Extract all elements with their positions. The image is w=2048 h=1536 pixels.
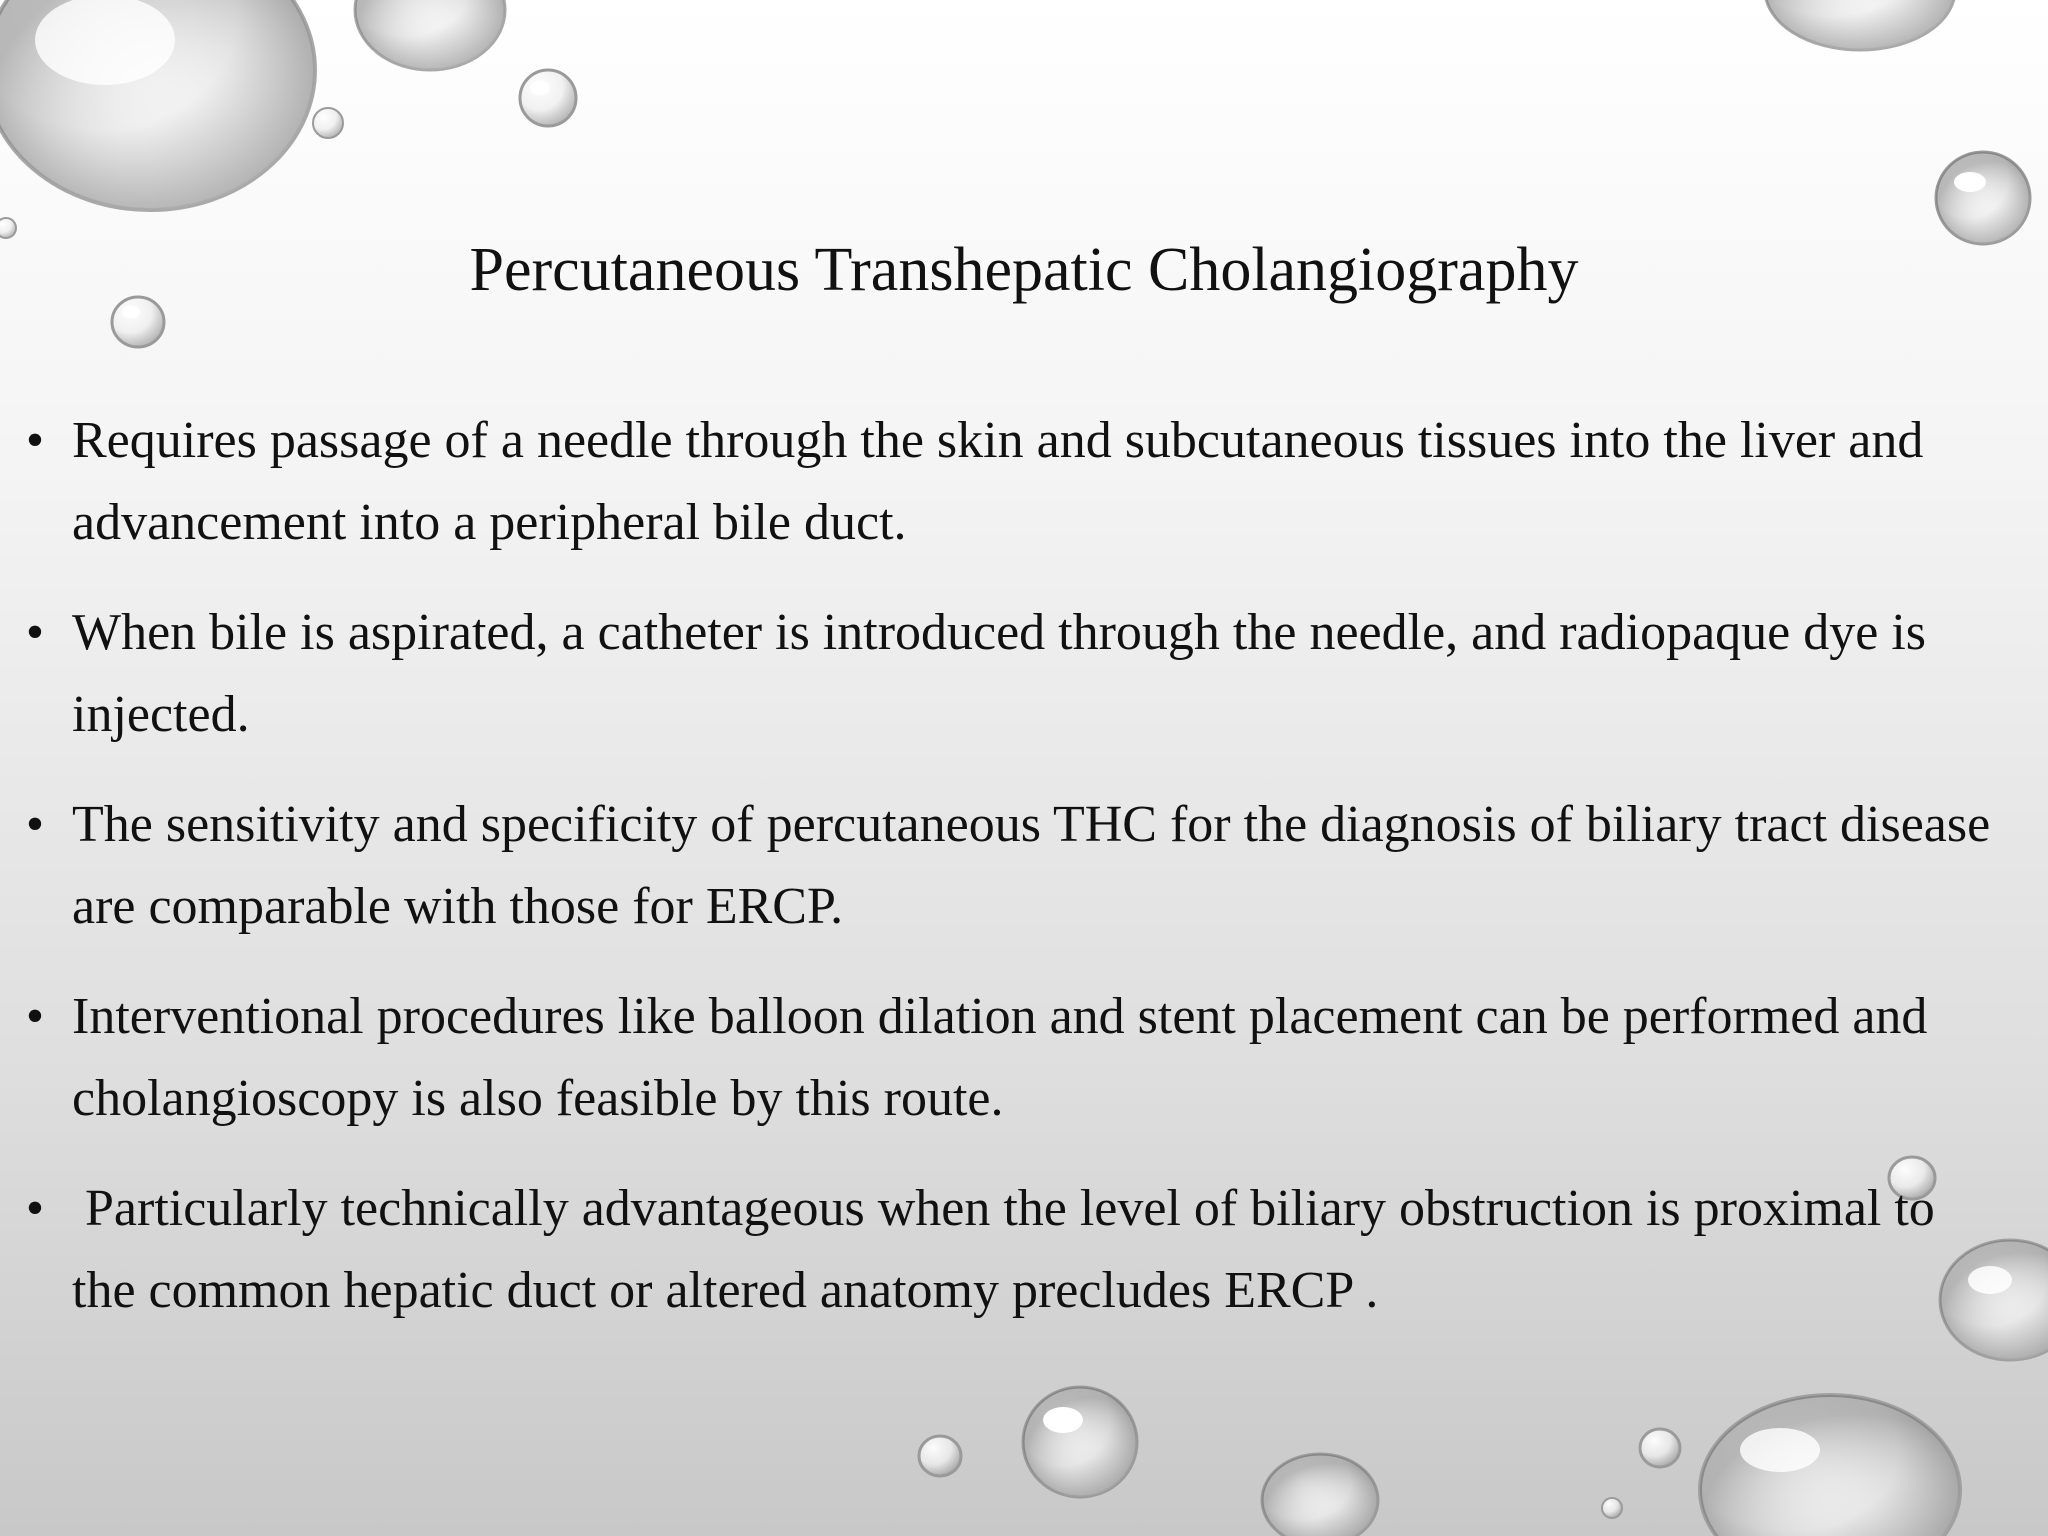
bullet-text: When bile is aspirated, a catheter is introduced through the needle, and radiopaque dye is injected. bbox=[72, 604, 1926, 743]
drop-top-right-large bbox=[1765, 0, 1955, 50]
bullet-item bbox=[20, 400, 2010, 564]
bullet-text: The sensitivity and specificity of percutaneous THC for the diagnosis of biliary tract disease are comparable with those for ERCP. bbox=[72, 796, 1991, 935]
drop-small-1 bbox=[520, 70, 576, 126]
bullet-dot-icon: • bbox=[25, 988, 45, 1045]
slide-title: Percutaneous Transhepatic Cholangiography bbox=[469, 236, 1579, 304]
bullet-dot-icon: • bbox=[25, 1180, 45, 1237]
bullet-item bbox=[20, 784, 2010, 948]
drop-top-left-medium bbox=[355, 0, 505, 70]
drop-bottom-right-small bbox=[1640, 1429, 1680, 1467]
drop-bottom-right-tiny bbox=[1602, 1498, 1622, 1518]
drop-bottom-center-large bbox=[1023, 1387, 1137, 1497]
drop-small-2 bbox=[313, 108, 343, 138]
bullet-dot-icon: • bbox=[25, 796, 45, 853]
bullet-text: Requires passage of a needle through the skin and subcutaneous tissues into the liver and advancement into a peripheral bile duct. bbox=[72, 412, 1924, 551]
drop-top-left-large bbox=[0, 0, 315, 210]
bullet-item bbox=[20, 976, 2010, 1140]
bullet-dot-icon: • bbox=[25, 604, 45, 661]
bullet-text: Particularly technically advantageous when the level of biliary obstruction is proximal to the common hepatic duct or altered anatomy precludes ERCP . bbox=[72, 1180, 1948, 1319]
bullet-item bbox=[20, 1168, 2010, 1332]
bullet-list bbox=[20, 400, 2010, 1360]
bullet-text: Interventional procedures like balloon dilation and stent placement can be performed and cholangioscopy is also feasible by this route. bbox=[72, 988, 1928, 1127]
drop-bottom-right-large bbox=[1700, 1395, 1960, 1536]
drop-bottom-medium bbox=[1262, 1454, 1378, 1536]
bullet-item bbox=[20, 592, 2010, 756]
drop-bottom-center-small bbox=[919, 1436, 961, 1476]
bullet-dot-icon: • bbox=[25, 412, 45, 469]
